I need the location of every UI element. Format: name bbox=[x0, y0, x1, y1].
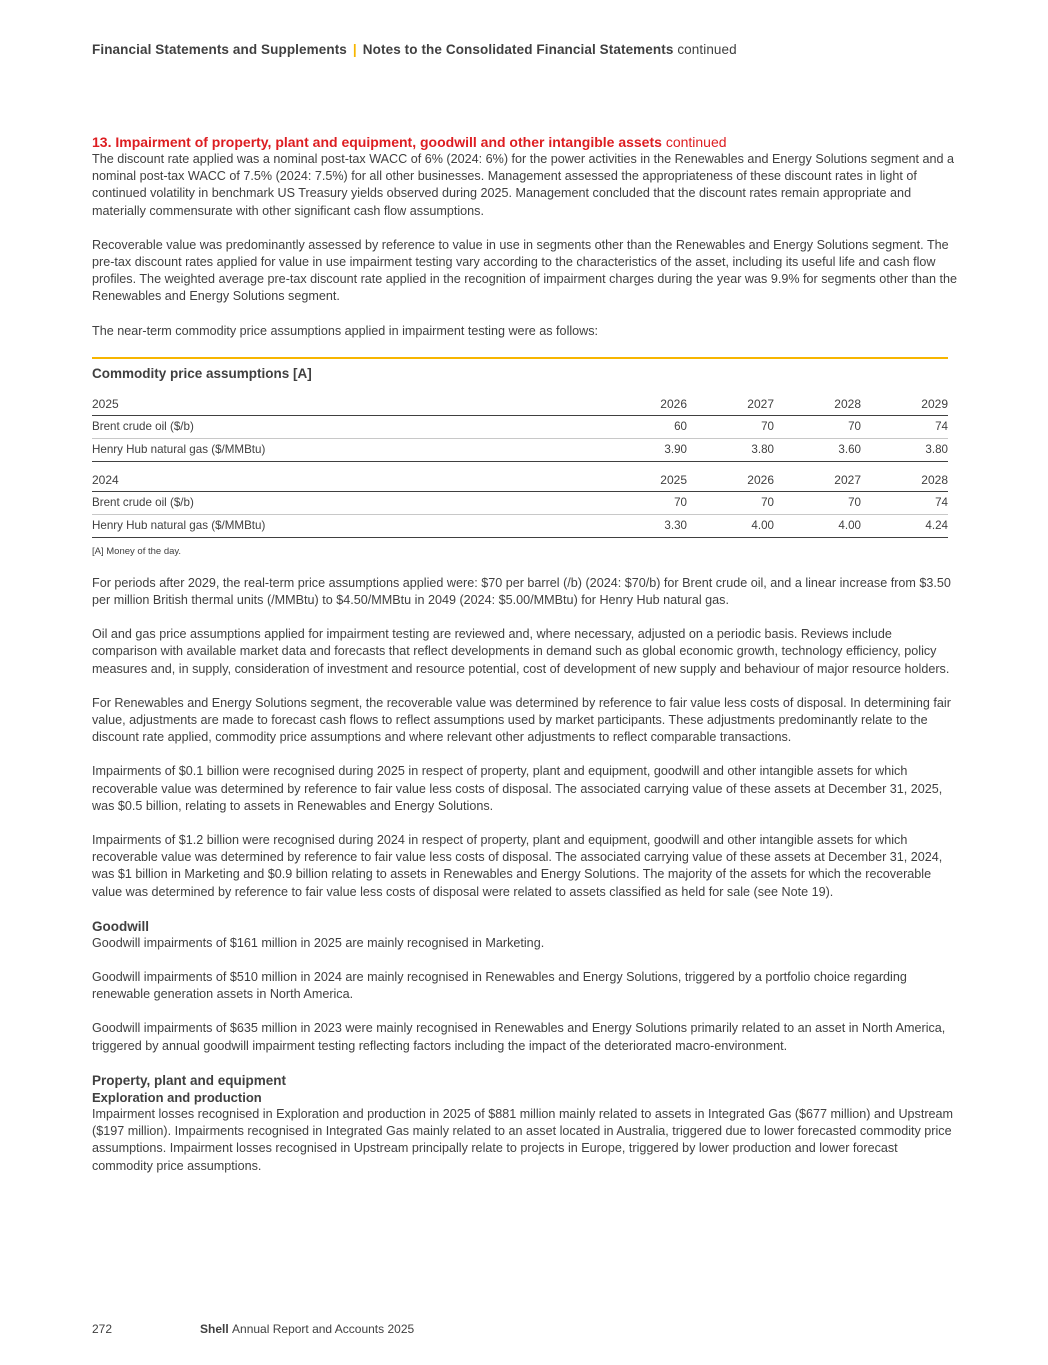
page-number: 272 bbox=[92, 1322, 113, 1336]
table-year-header-row bbox=[92, 470, 948, 492]
paragraph-discount-rate: The discount rate applied was a nominal post-tax WACC of 6% (2024: 6%) for the power activities in the Renewables and Energy Solutions segment and a nominal post-tax WACC of 7.5% (2024: 7.5%) for all other businesses. Management assessed the appropriateness of these discount rates in light of continued volatility in benchmark US Treasury yields observed during 2025. Management concluded that the discount rates remain appropriate and materially commensurate with other significant cash flow assumptions. bbox=[92, 152, 954, 218]
paragraph-goodwill-2024: Goodwill impairments of $510 million in 2024 are mainly recognised in Renewables and Energy Solutions, triggered by a portfolio choice regarding renewable generation assets in North America. bbox=[92, 970, 907, 1002]
table-column-header: 2027 bbox=[687, 394, 774, 416]
table-cell: 70 bbox=[774, 415, 861, 438]
paragraph-exploration-production: Impairment losses recognised in Exploration and production in 2025 of $881 million mainly related to assets in Integrated Gas ($677 million) and Upstream ($197 million). Impairments recognised in Integrated Gas mainly related to an asset located in Australia, triggered due to lower forecasted commodity price assumptions. Impairment losses recognised in Upstream principally relate to projects in Europe, triggered by lower production and lower forecast commodity price assumptions. bbox=[92, 1106, 954, 1173]
paragraph-impairments-2024: Impairments of $1.2 billion were recognised during 2024 in respect of property, plant and equipment, goodwill and other intangible assets for which recoverable value was determined by reference to fair value less costs of disposal. The associated carrying value of these assets at December 31, 2024, was $1 billion in Marketing and $0.9 billion relating to assets in Renewables and Energy Solutions. The majority of the assets for which the recoverable value was determined by reference to fair value less costs of disposal were related to assets classified as held for sale (see Note 19). bbox=[92, 833, 943, 899]
table-spacer-row bbox=[92, 461, 948, 470]
commodity-price-table-body bbox=[92, 394, 948, 538]
footer-report-title: Annual Report and Accounts 2025 bbox=[232, 1322, 415, 1336]
table-cell: 74 bbox=[861, 491, 948, 514]
table-row bbox=[92, 415, 948, 438]
table-year-label: 2024 bbox=[92, 470, 600, 492]
header-separator: | bbox=[352, 42, 357, 57]
commodity-price-table-block bbox=[92, 357, 948, 538]
table-row bbox=[92, 491, 948, 514]
table-column-header: 2029 bbox=[861, 394, 948, 416]
table-cell: 70 bbox=[600, 491, 687, 514]
table-column-header: 2028 bbox=[861, 470, 948, 492]
table-cell: 3.90 bbox=[600, 438, 687, 461]
page-content bbox=[92, 134, 960, 1192]
footer-brand: Shell bbox=[200, 1322, 229, 1336]
table-cell: 70 bbox=[687, 491, 774, 514]
paragraph-long-term-prices: For periods after 2029, the real-term price assumptions applied were: $70 per barrel (/b) (2024: $70/b) for Brent crude oil, and a linear increase from $3.50 per million British thermal units (/MMBtu) to $4.50/MMBtu in 2049 (2024: $5.00/MMBtu) for Henry Hub natural gas. bbox=[92, 575, 951, 608]
table-column-header: 2026 bbox=[600, 394, 687, 416]
table-column-header: 2026 bbox=[687, 470, 774, 492]
table-footnote: [A] Money of the day. bbox=[92, 545, 182, 557]
table-cell: 3.60 bbox=[774, 438, 861, 461]
table-spacer-cell bbox=[92, 461, 948, 470]
ppe-heading: Property, plant and equipment bbox=[92, 1072, 287, 1088]
header-section: Financial Statements and Supplements bbox=[92, 42, 347, 57]
page-header bbox=[92, 42, 737, 57]
header-continued: continued bbox=[677, 42, 737, 57]
commodity-price-table bbox=[92, 394, 948, 538]
table-row-label: Brent crude oil ($/b) bbox=[92, 491, 600, 514]
paragraph-goodwill-2023: Goodwill impairments of $635 million in 2023 were mainly recognised in Renewables and Energy Solutions primarily related to an asset in North America, triggered by annual goodwill impairment testing reflecting factors including the impact of the deteriorated macro-environment. bbox=[92, 1021, 946, 1053]
table-cell: 3.80 bbox=[861, 438, 948, 461]
table-year-label: 2025 bbox=[92, 394, 600, 416]
paragraph-impairments-2025: Impairments of $0.1 billion were recognised during 2025 in respect of property, plant and equipment, goodwill and other intangible assets for which recoverable value was determined by reference to fair value less costs of disposal. The associated carrying value of these assets at December 31, 2025, was $0.5 billion, relating to assets in Renewables and Energy Solutions. bbox=[92, 764, 943, 813]
table-year-header-row bbox=[92, 394, 948, 416]
note-title-continued: continued bbox=[665, 134, 727, 150]
table-column-header: 2028 bbox=[774, 394, 861, 416]
table-cell: 74 bbox=[861, 415, 948, 438]
table-cell: 60 bbox=[600, 415, 687, 438]
note-title-text: 13. Impairment of property, plant and equipment, goodwill and other intangible assets bbox=[92, 134, 662, 150]
goodwill-heading: Goodwill bbox=[92, 918, 149, 934]
table-cell: 70 bbox=[687, 415, 774, 438]
table-cell: 70 bbox=[774, 491, 861, 514]
paragraph-table-intro: The near-term commodity price assumptions applied in impairment testing were as follows: bbox=[92, 323, 599, 338]
table-column-header: 2027 bbox=[774, 470, 861, 492]
table-row-label: Henry Hub natural gas ($/MMBtu) bbox=[92, 438, 600, 461]
paragraph-renewables-fair-value: For Renewables and Energy Solutions segment, the recoverable value was determined by reference to fair value less costs of disposal. In determining fair value, adjustments are made to forecast cash flows to reflect assumptions used by market participants. These adjustments predominantly relate to the discount rate applied, commodity price assumptions and where relevant other adjustments to reflect comparable transactions. bbox=[92, 695, 951, 745]
paragraph-recoverable-value: Recoverable value was predominantly assessed by reference to value in use in segments other than the Renewables and Energy Solutions segment. The pre-tax discount rates applied for value in use impairment testing vary according to the characteristics of the asset, including its useful life and cash flow profiles. The weighted average pre-tax discount rate applied in the recognition of impairment charges during the year was 9.9% for segments other than the Renewables and Energy Solutions segment. bbox=[92, 237, 958, 304]
paragraph-goodwill-2025: Goodwill impairments of $161 million in 2025 are mainly recognised in Marketing. bbox=[92, 935, 545, 950]
table-cell: 4.00 bbox=[687, 514, 774, 537]
paragraph-price-review: Oil and gas price assumptions applied for impairment testing are reviewed and, where necessary, adjusted on a periodic basis. Reviews include comparison with available market data and forecasts that reflect developments in demand such as global economic growth, technology efficiency, policy measures and, in supply, consideration of investment and resource potential, cost of development of new supply and behaviour of major resource holders. bbox=[92, 627, 950, 676]
table-column-header: 2025 bbox=[600, 470, 687, 492]
header-subsection: Notes to the Consolidated Financial Statements bbox=[362, 42, 674, 57]
table-title: Commodity price assumptions [A] bbox=[92, 365, 312, 381]
table-row-label: Henry Hub natural gas ($/MMBtu) bbox=[92, 514, 600, 537]
exploration-production-heading: Exploration and production bbox=[92, 1089, 262, 1105]
table-row bbox=[92, 514, 948, 537]
table-row-label: Brent crude oil ($/b) bbox=[92, 415, 600, 438]
page-footer bbox=[92, 1322, 414, 1336]
table-cell: 3.30 bbox=[600, 514, 687, 537]
table-cell: 4.00 bbox=[774, 514, 861, 537]
table-cell: 3.80 bbox=[687, 438, 774, 461]
table-row bbox=[92, 438, 948, 461]
table-cell: 4.24 bbox=[861, 514, 948, 537]
note-title bbox=[92, 134, 960, 151]
